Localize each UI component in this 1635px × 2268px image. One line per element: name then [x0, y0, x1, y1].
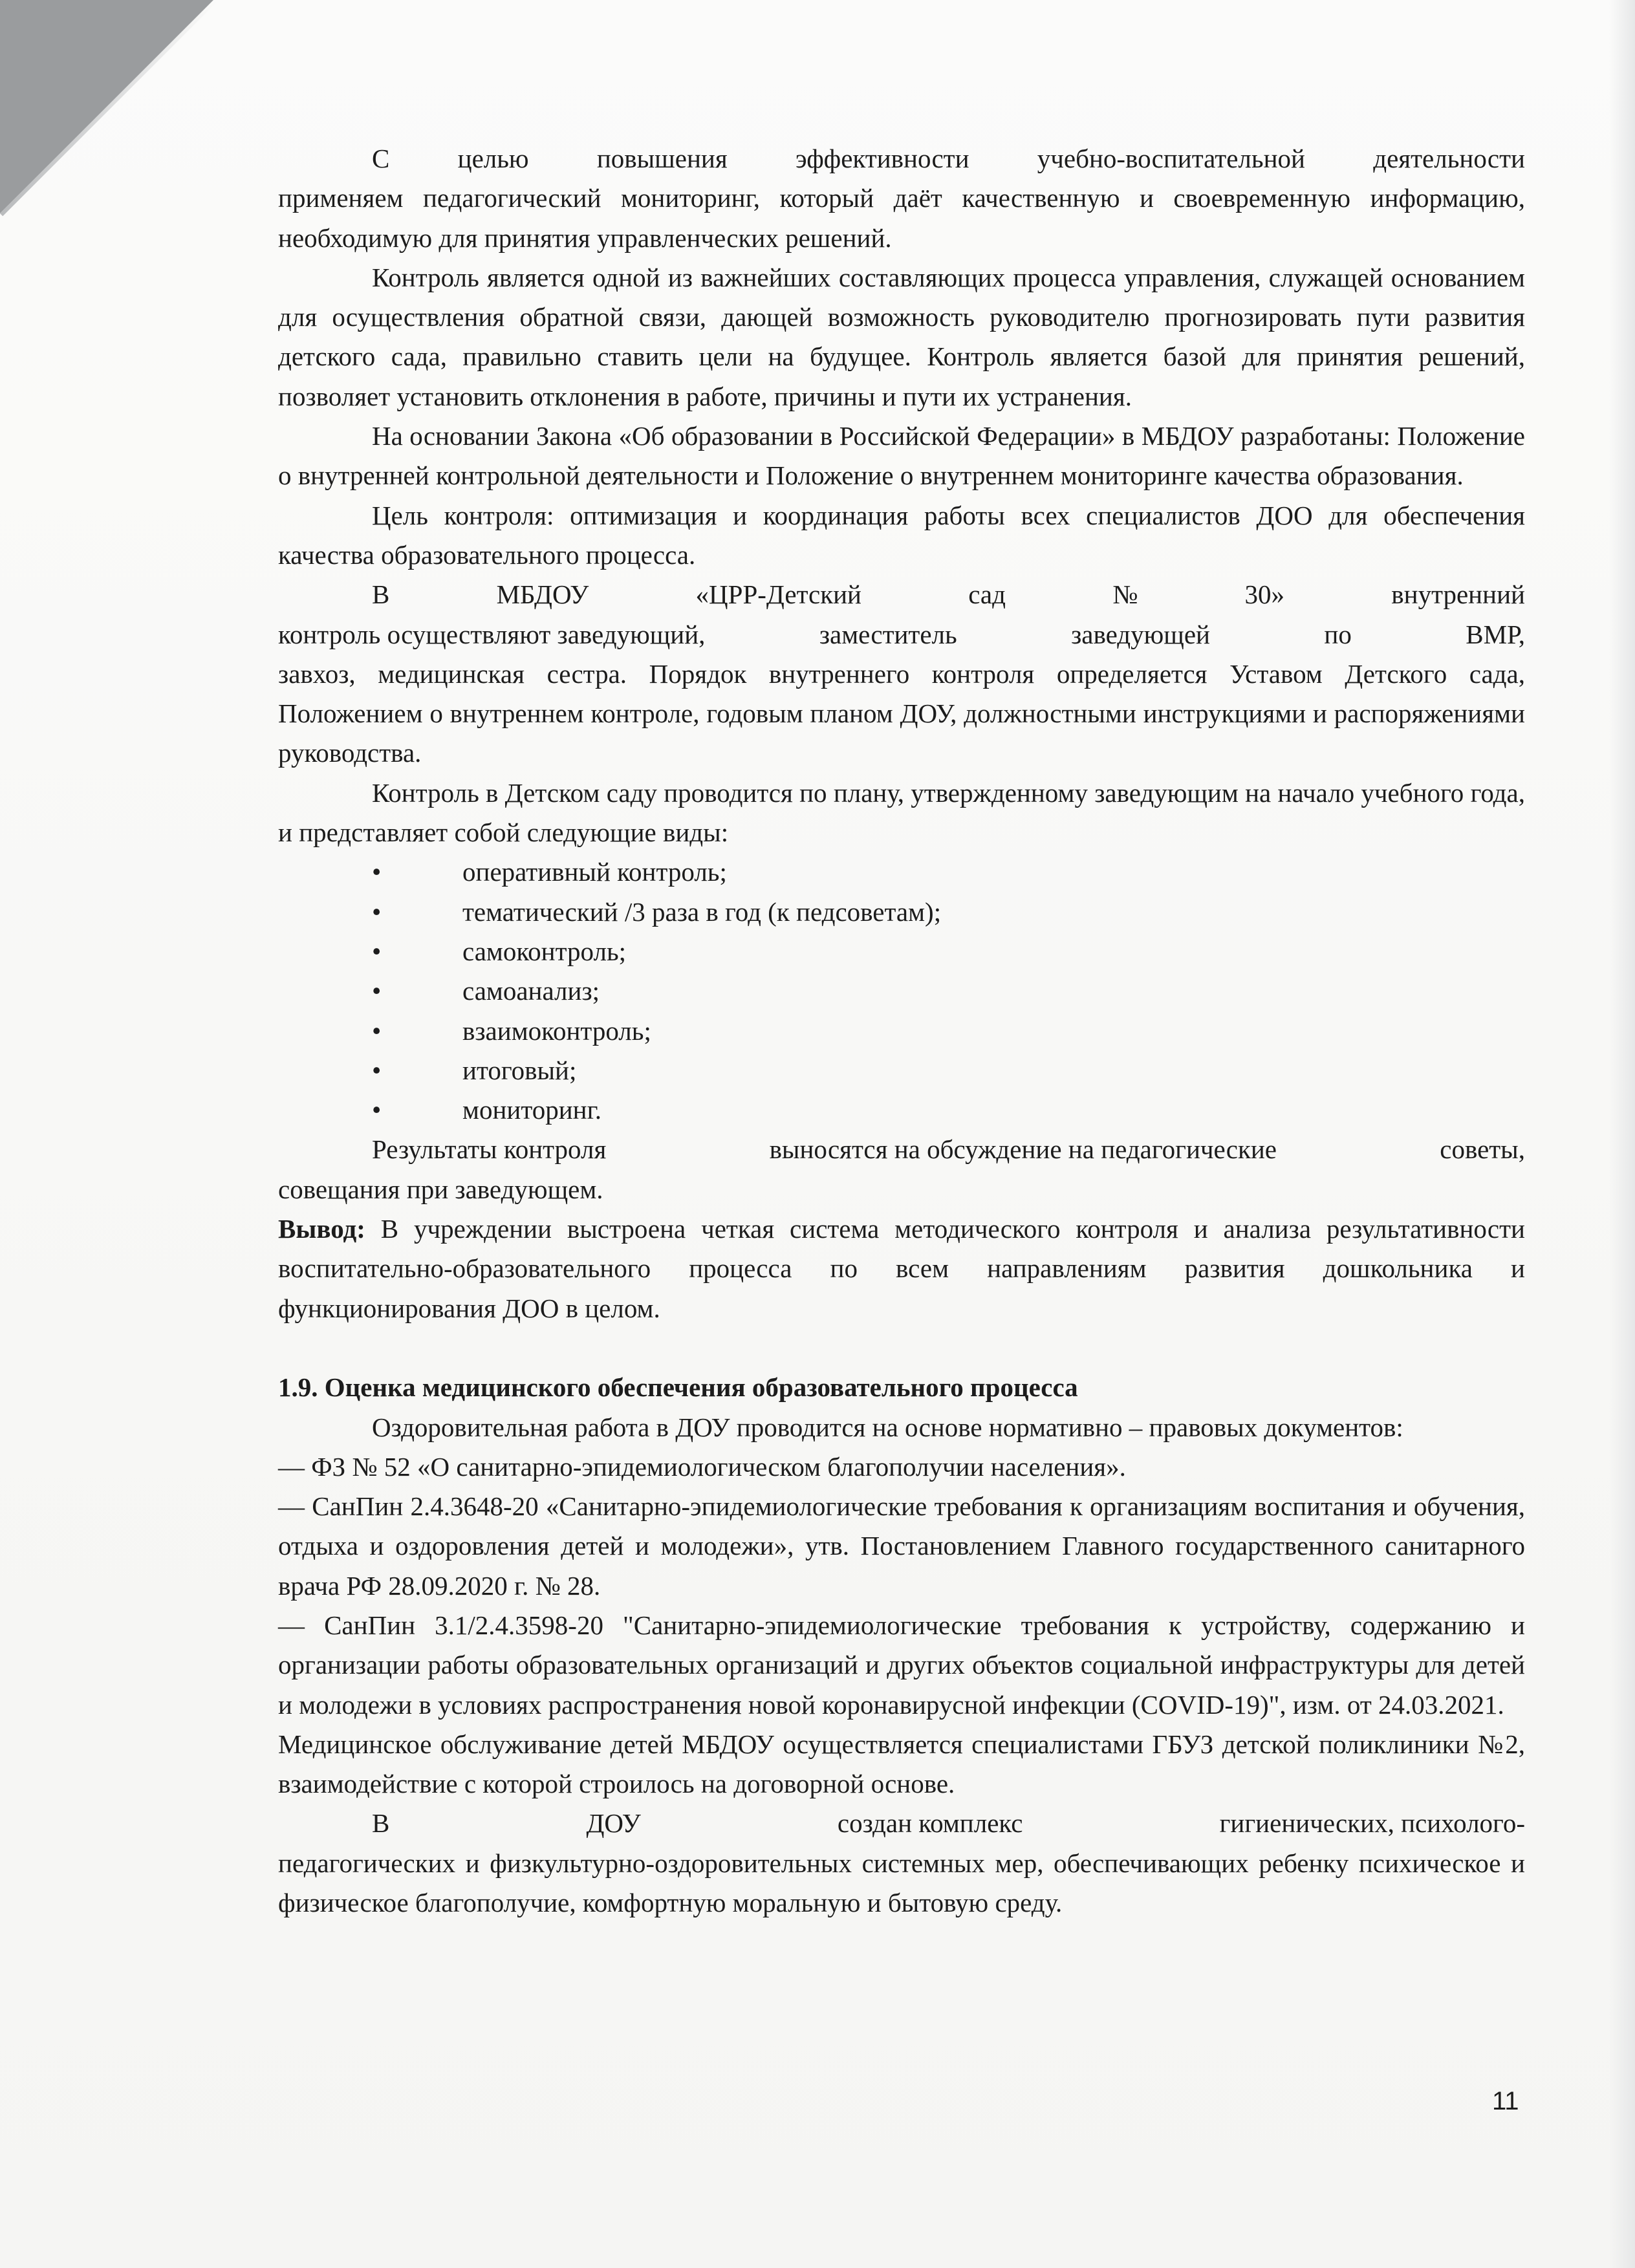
- paragraph-control-staff-line1: [278, 575, 1525, 614]
- paragraph-results-line1: [278, 1130, 1525, 1169]
- regulation-fz52: — ФЗ № 52 «О санитарно-эпидемиологическом благополучии населения».: [278, 1451, 1126, 1482]
- paragraph-control-staff-rest: завхоз, медицинская сестра. Порядок внутреннего контроля определяется Уставом Детского сада, Положением о внутреннем контроле, годовым планом ДОУ, должностными инструкциями и распоряжениями руководства.: [278, 658, 1525, 768]
- paragraph-complex-rest: педагогических и физкультурно-оздоровительных системных мер, обеспечивающих ребенку психическое и физическое благополучие, комфортную моральную и бытовую среду.: [278, 1848, 1525, 1918]
- document-body: [278, 139, 1525, 1923]
- list-item: [278, 1090, 1525, 1130]
- list-item: [278, 1011, 1525, 1051]
- phrase: выносятся на обсуждение на педагогические: [769, 1134, 1277, 1165]
- list-item: [278, 1051, 1525, 1090]
- paragraph-control-plan: Контроль в Детском саду проводится по плану, утвержденному заведующим на начало учебного года, и представляет собой следующие виды:: [278, 777, 1525, 848]
- word: по: [1324, 619, 1352, 649]
- word: №: [1112, 579, 1138, 610]
- paragraph-results-line2: совещания при заведующем.: [278, 1174, 603, 1204]
- word: «ЦРР-Детский: [695, 579, 861, 610]
- phrase: В: [372, 1808, 390, 1839]
- word: ВМР,: [1466, 619, 1525, 649]
- phrase: создан комплекс: [837, 1808, 1023, 1839]
- list-item: [278, 852, 1525, 892]
- word: заместитель: [819, 619, 957, 649]
- regulation-sanpin-3-1: — СанПин 3.1/2.4.3598-20 "Санитарно-эпидемиологические требования к устройству, содержанию и организации работы образовательных организаций и других объектов социальной инфраструктуры для детей и молодежи в условиях распространения новой коронавирусной инфекции (COVID-19)", изм. от 24.03.2021.: [278, 1610, 1525, 1720]
- bullet-icon: •: [372, 1015, 382, 1046]
- list-item-text: самоконтроль;: [462, 936, 627, 966]
- paragraph-monitoring-rest: применяем педагогический мониторинг, который даёт качественную и своевременную информацию, необходимую для принятия управленческих решений.: [278, 183, 1525, 253]
- word: МБДОУ: [496, 579, 589, 610]
- paragraph-health-work: Оздоровительная работа в ДОУ проводится на основе нормативно – правовых документов:: [372, 1412, 1403, 1442]
- bullet-icon: •: [372, 1095, 382, 1125]
- paragraph-conclusion: [278, 1209, 1525, 1328]
- bullet-icon: •: [372, 896, 382, 927]
- list-item: [278, 932, 1525, 971]
- phrase: гигиенических, психолого-: [1219, 1808, 1525, 1839]
- word: С: [372, 144, 390, 173]
- list-item-text: мониторинг.: [462, 1095, 602, 1125]
- list-item-text: оперативный контроль;: [462, 857, 727, 887]
- word: повышения: [596, 144, 728, 173]
- list-item-text: взаимоконтроль;: [462, 1015, 651, 1046]
- list-item-text: тематический /3 раза в год (к педсоветам);: [462, 896, 942, 927]
- paragraph-monitoring-line1: [278, 139, 1525, 178]
- word: внутренний: [1391, 579, 1525, 610]
- word: контроль осуществляют заведующий,: [278, 619, 706, 649]
- word: В: [372, 579, 390, 610]
- paragraph-complex-line1: [278, 1804, 1525, 1843]
- paragraph-control-goal: Цель контроля: оптимизация и координация работы всех специалистов ДОО для обеспечения качества образовательного процесса.: [278, 500, 1525, 570]
- word: заведующей: [1071, 619, 1210, 649]
- phrase: советы,: [1440, 1134, 1525, 1165]
- word: деятельности: [1373, 144, 1525, 173]
- word: 30»: [1244, 579, 1285, 610]
- paragraph-medical-service: Медицинское обслуживание детей МБДОУ осуществляется специалистами ГБУЗ детской поликлиники №2, взаимодействие с которой строилось на договорной основе.: [278, 1729, 1525, 1799]
- conclusion-label: Вывод:: [278, 1214, 365, 1244]
- bullet-icon: •: [372, 1055, 382, 1085]
- phrase: ДОУ: [586, 1808, 641, 1839]
- bullet-icon: •: [372, 857, 382, 887]
- spacer: [278, 1328, 1525, 1368]
- section-heading: 1.9. Оценка медицинского обеспечения образовательного процесса: [278, 1372, 1078, 1403]
- word: эффективности: [795, 144, 969, 173]
- paragraph-control-importance: Контроль является одной из важнейших составляющих процесса управления, служащей основанием для осуществления обратной связи, дающей возможность руководителю прогнозировать пути развития детского сада, правильно ставить цели на будущее. Контроль является базой для принятия решений, позволяет установить отклонения в работе, причины и пути их устранения.: [278, 262, 1525, 411]
- control-types-list: [278, 852, 1525, 1130]
- conclusion-text: В учреждении выстроена четкая система методического контроля и анализа результативности воспитательно-образовательного процесса по всем направлениям развития дошкольника и функционирования ДОО в целом.: [278, 1214, 1525, 1323]
- list-item-text: самоанализ;: [462, 976, 600, 1006]
- paragraph-control-staff-line2: [278, 615, 1525, 654]
- bullet-icon: •: [372, 936, 382, 966]
- regulation-sanpin-2-4-3648: — СанПин 2.4.3648-20 «Санитарно-эпидемиологические требования к организациям воспитания и обучения, отдыха и оздоровления детей и молодежи», утв. Постановлением Главного государственного санитарного врача РФ 28.09.2020 г. № 28.: [278, 1491, 1525, 1601]
- list-item-text: итоговый;: [462, 1055, 577, 1085]
- page-number: 11: [1492, 2087, 1519, 2115]
- word: учебно-воспитательной: [1037, 144, 1305, 173]
- word: целью: [457, 144, 529, 173]
- list-item: [278, 892, 1525, 932]
- word: сад: [968, 579, 1006, 610]
- scan-edge-shadow: [1609, 0, 1635, 2268]
- list-item: [278, 971, 1525, 1011]
- phrase: Результаты контроля: [372, 1134, 607, 1165]
- bullet-icon: •: [372, 976, 382, 1006]
- paragraph-law-basis: На основании Закона «Об образовании в Российской Федерации» в МБДОУ разработаны: Положение о внутренней контрольной деятельности и Положение о внутреннем мониторинге качества образования.: [278, 421, 1525, 491]
